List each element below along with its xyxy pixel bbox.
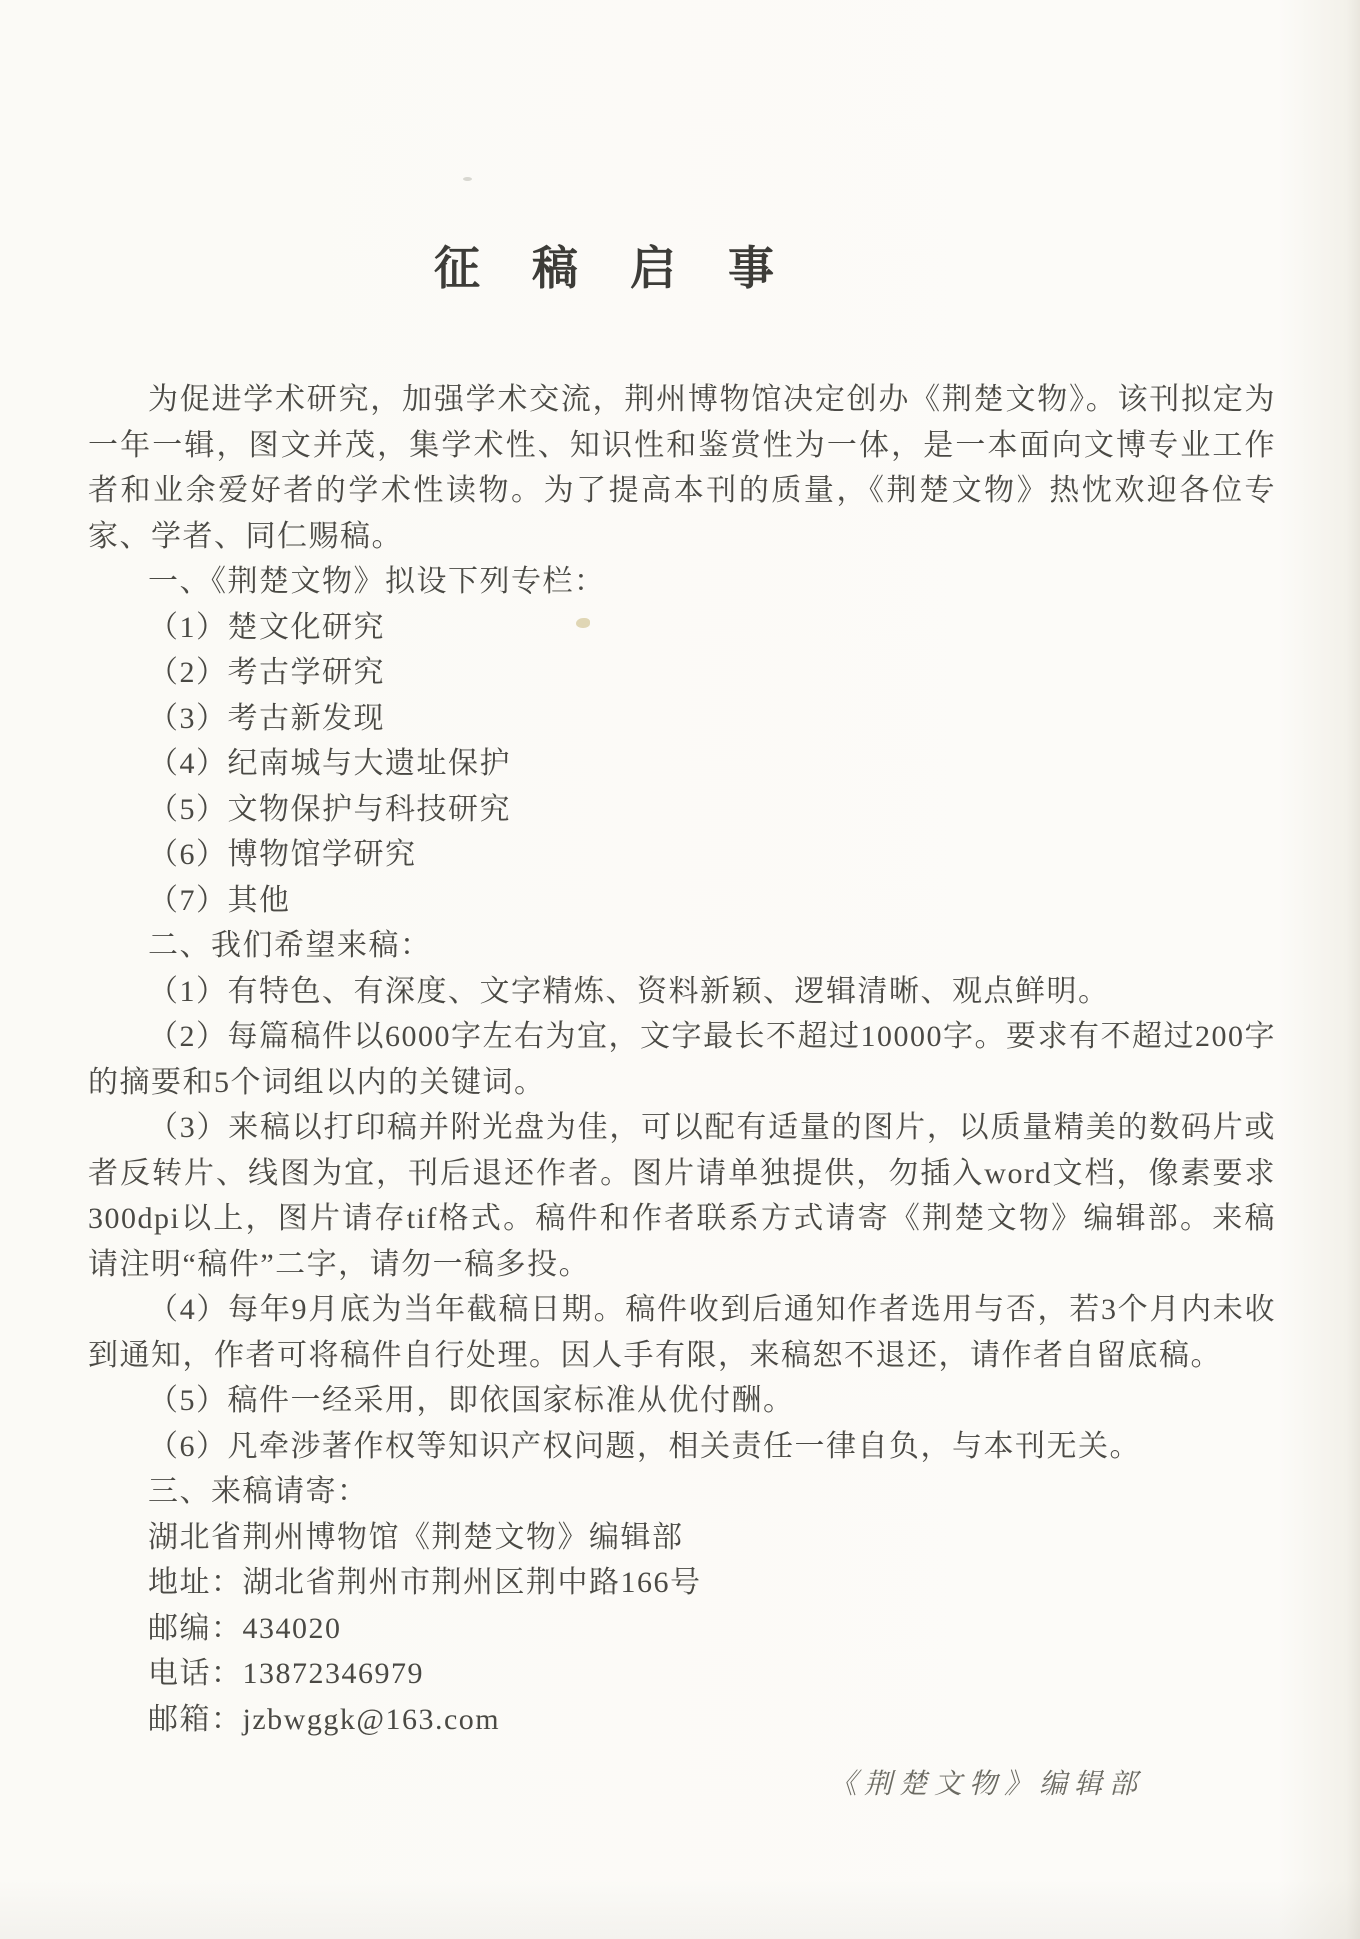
document-body [88,377,1276,1742]
requirement-item: （2）每篇稿件以6000字左右为宜，文字最长不超过10000字。要求有不超过200字的摘要和5个词组以内的关键词。 [88,1020,1276,1099]
contact-address: 地址：湖北省荆州市荆州区荆中路166号 [148,1566,702,1599]
scan-edge-shadow [0,1879,1360,1939]
page-title: 征稿启事 [434,243,826,294]
intro-paragraph: 为促进学术研究，加强学术交流，荆州博物馆决定创办《荆楚文物》。该刊拟定为一年一辑，图文并茂，集学术性、知识性和鉴赏性为一体，是一本面向文博专业工作者和业余爱好者的学术性读物。为了提高本刊的质量，《荆楚文物》热忱欢迎各位专家、学者、同仁赐稿。 [88,383,1276,553]
requirement-item: （3）来稿以打印稿并附光盘为佳，可以配有适量的图片，以质量精美的数码片或者反转片、线图为宜，刊后退还作者。图片请单独提供，勿插入word文档，像素要求300dpi以上，图片请存tif格式。稿件和作者联系方式请寄《荆楚文物》编辑部。来稿请注明“稿件”二字，请勿一稿多投。 [88,1111,1276,1281]
column-list-item: （4）纪南城与大遗址保护 [148,747,511,780]
column-list-item: （5）文物保护与科技研究 [148,792,511,826]
contact-email: 邮箱：jzbwggk@163.com [148,1702,501,1736]
column-list-item: （3）考古新发现 [148,701,385,735]
column-list-item: （7）其他 [148,883,291,917]
column-list-item: （6）博物馆学研究 [148,838,417,871]
requirement-item: （4）每年9月底为当年截稿日期。稿件收到后通知作者选用与否，若3个月内未收到通知，作者可将稿件自行处理。因人手有限，来稿恕不退还，请作者自留底稿。 [88,1293,1276,1372]
section-2-heading: 二、我们希望来稿： [148,929,432,962]
column-list-item: （1）楚文化研究 [148,610,385,644]
paper-stain-speck [463,177,472,181]
requirement-item: （1）有特色、有深度、文字精炼、资料新颖、逻辑清晰、观点鲜明。 [148,974,1110,1008]
contact-phone: 电话：13872346979 [148,1657,424,1690]
requirement-item: （5）稿件一经采用，即依国家标准从优付酬。 [148,1384,795,1417]
footer-signature: 《荆楚文物》编辑部 [828,1769,1144,1800]
section-3-heading: 三、来稿请寄： [148,1475,369,1508]
contact-recipient: 湖北省荆州博物馆《荆楚文物》编辑部 [148,1520,684,1554]
paper-stain-speck [576,618,590,628]
requirement-item: （6）凡牵涉著作权等知识产权问题，相关责任一律自负，与本刊无关。 [148,1429,1141,1463]
section-1-heading: 一、《荆楚文物》拟设下列专栏： [148,565,606,598]
contact-postcode: 邮编：434020 [148,1611,342,1645]
column-list-item: （2）考古学研究 [148,656,385,689]
